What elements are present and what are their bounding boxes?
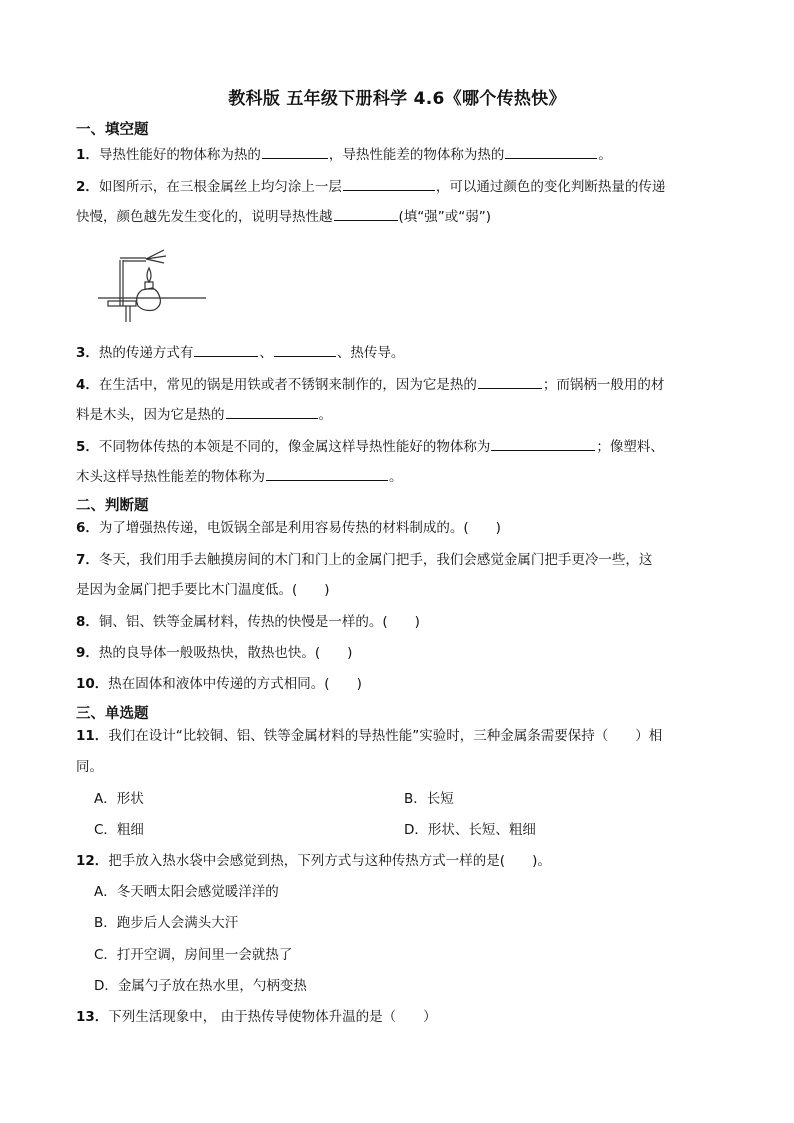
question-13: 13．下列生活现象中， 由于热传导使物体升温的是（ ） — [76, 1009, 437, 1025]
alcohol-lamp — [137, 288, 161, 311]
section-true-false: 二、判断题 — [76, 498, 149, 514]
question-5: 5．不同物体传热的本领是不同的，像金属这样导热性能好的物体称为 ；像塑料、 — [76, 436, 720, 457]
answer-blank[interactable] — [343, 176, 435, 191]
answer-blank[interactable] — [266, 466, 388, 481]
question-12: 12．把手放入热水袋中会感觉到热，下列方式与这种传热方式一样的是( )。 — [76, 853, 551, 869]
question-2-line-2: 快慢，颜色越先发生变化的，说明导热性越 (填“强”或“弱”) — [76, 206, 720, 227]
section-single-choice: 三、单选题 — [76, 706, 149, 722]
question-2: 2．如图所示，在三根金属丝上均匀涂上一层 ，可以通过颜色的变化判断热量的传递 — [76, 176, 720, 197]
answer-blank[interactable] — [262, 144, 328, 159]
metal-wire — [146, 259, 164, 263]
page-title: 教科版 五年级下册科学 4.6《哪个传热快》 — [228, 89, 566, 109]
question-9: 9．热的良导体一般吸热快，散热也快。( ) — [76, 645, 353, 661]
question-7: 7．冬天，我们用手去触摸房间的木门和门上的金属门把手，我们会感觉金属门把手更冷一些，这 — [76, 552, 653, 568]
question-5-line-2: 木头这样导热性能差的物体称为 。 — [76, 466, 720, 487]
option-a[interactable]: A．形状 — [94, 791, 144, 807]
option-b[interactable]: B．长短 — [404, 791, 454, 807]
question-8: 8．铜、铝、铁等金属材料，传热的快慢是一样的。( ) — [76, 614, 420, 630]
answer-blank[interactable] — [491, 436, 595, 451]
flame-icon — [147, 268, 151, 282]
question-4: 4．在生活中，常见的锅是用铁或者不锈钢来制作的，因为它是热的 ；而锅柄一般用的材 — [76, 374, 720, 395]
option-c[interactable]: C．打开空调，房间里一会就热了 — [94, 947, 293, 963]
question-7-line-2: 是因为金属门把手要比木门温度低。( ) — [76, 582, 330, 598]
stand-base — [108, 301, 136, 306]
question-3: 3．热的传递方式有 、 、热传导。 — [76, 342, 720, 363]
question-6: 6．为了增强热传递，电饭锅全部是利用容易传热的材料制成的。( ) — [76, 520, 501, 536]
answer-blank[interactable] — [478, 374, 542, 389]
option-a[interactable]: A．冬天晒太阳会感觉暖洋洋的 — [94, 884, 279, 900]
section-fill-blank: 一、填空题 — [76, 122, 149, 138]
answer-blank[interactable] — [226, 404, 318, 419]
option-d[interactable]: D．金属勺子放在热水里，勺柄变热 — [94, 978, 307, 994]
experiment-figure — [96, 246, 208, 330]
option-c[interactable]: C．粗细 — [94, 822, 144, 838]
question-11-line-2: 同。 — [76, 759, 103, 775]
answer-blank[interactable] — [334, 206, 398, 221]
question-10: 10．热在固体和液体中传递的方式相同。( ) — [76, 676, 362, 692]
answer-blank[interactable] — [274, 342, 336, 357]
option-b[interactable]: B．跑步后人会满头大汗 — [94, 915, 239, 931]
question-1: 1．导热性能好的物体称为热的 ，导热性能差的物体称为热的 。 — [76, 144, 720, 165]
question-11: 11．我们在设计“比较铜、铝、铁等金属材料的导热性能”实验时，三种金属条需要保持（ ）相 — [76, 728, 663, 744]
question-4-line-2: 料是木头，因为它是热的 。 — [76, 404, 720, 425]
answer-blank[interactable] — [194, 342, 258, 357]
option-d[interactable]: D．形状、长短、粗细 — [404, 822, 536, 838]
answer-blank[interactable] — [505, 144, 597, 159]
